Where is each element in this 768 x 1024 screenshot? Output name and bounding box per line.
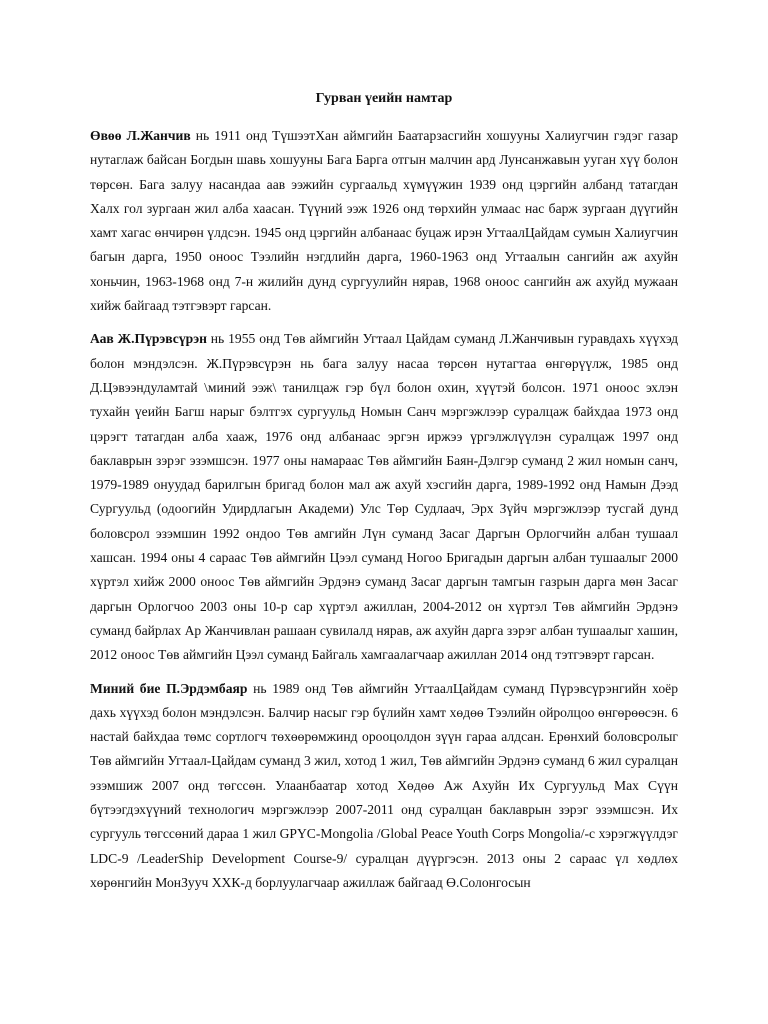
paragraph-lead-father: Аав Ж.Пүрэвсүрэн bbox=[90, 331, 207, 347]
paragraph-grandfather bbox=[90, 124, 678, 318]
paragraph-body-father: нь 1955 онд Төв аймгийн Угтаал Цайдам суманд Л.Жанчивын гуравдахь хүүхэд болон мэндэлсэн. Ж.Пүрэвсүрэн нь бага залуу насаа төрсөн нутагтаа өнгөрүүлж, 1985 онд Д.Цэвээндуламтай \миний ээж\ танилцаж гэр бүл болон охин, хүүтэй болсон. 1971 оноос эхлэн тухайн үеийн Багш нарыг бэлтгэх сургуульд Номын Санч мэргэжлээр суралцаж байхдаа 1973 онд цэрэгт татагдан алба хааж, 1976 онд албанаас эргэн иржээ үргэлжлүүлэн суралцаж 1997 онд баклаврын зэрэг эзэмшсэн. 1977 оны намараас Төв аймгийн Баян-Дэлгэр суманд 2 жил номын санч, 1979-1989 онуудад барилгын бригад болон мал аж ахуй хэсгийн дарга, 1989-1992 онд Намын Дээд Сургуульд (одоогийн Удирдлагын Академи) Улс Төр Судлаач, Эрх Зүйч мэргэжлээр тусгай дунд боловсрол эзэмшин 1992 ондоо Төв амгийн Лүн суманд Засаг Даргын Орлогчийн албан тушаал хашсан. 1994 оны 4 сараас Төв аймгийн Цээл суманд Ногоо Бригадын даргын албан тушаалыг 2000 хүртэл хийж 2000 оноос Төв аймгийн Эрдэнэ суманд Засаг даргын тамгын газрын дарга мөн Засаг даргын Орлогчоо 2003 оны 10-р сар хүртэл ажиллан, 2004-2012 он хүртэл Төв аймгийн Эрдэнэ суманд байрлах Ар Жанчивлан рашаан сувилалд нярав, аж ахуйн дарга зэрэг албан тушаалыг хашин, 2012 оноос Төв аймгийн Цээл суманд Байгаль хамгаалагчаар ажиллан 2014 онд тэтгэвэрт гарсан. bbox=[90, 331, 678, 663]
document-page bbox=[90, 90, 678, 1024]
paragraph-lead-self: Миний бие П.Эрдэмбаяр bbox=[90, 680, 248, 696]
paragraph-self bbox=[90, 677, 678, 896]
paragraph-body-grandfather: нь 1911 онд ТүшээтХан аймгийн Баатарзасгийн хошууны Халиугчин гэдэг газар нутаглаж байсан Богдын шавь хошууны Бага Барга отгын малчин ард Лунсанжавын ууган хүү болон төрсөн. Бага залуу насандаа аав ээжийн сургаальд хүмүүжин 1939 онд цэргийн албанд татагдан Халх гол зургаан жил алба хаасан. Түүний ээж 1926 онд төрхийн улмаас нас барж зургаан дүүгийн хамт хагас өнчирөн үлдсэн. 1945 онд цэргийн албанаас буцаж ирэн УгтаалЦайдам сумын Халиугчин багын дарга, 1950 оноос Тээлийн нэгдлийн дарга, 1960-1963 онд Угтаалын сангийн аж ахуйн хоньчин, 1963-1968 онд 7-н жилийн дунд сургуулийн нярав, 1968 оноос сангийн аж ахуйд мужаан хийж байгаад тэтгэвэрт гарсан. bbox=[90, 128, 678, 314]
paragraph-body-self: нь 1989 онд Төв аймгийн УгтаалЦайдам суманд Пүрэвсүрэнгийн хоёр дахь хүүхэд болон мэндэлсэн. Балчир насыг гэр бүлийн хамт хөдөө Тээлийн ойролцоо өнгөрөөсэн. 6 настай байхдаа төмс сортлогч төхөөрөмжинд орооцолдон зүүн гараа алдсан. Ерөнхий боловсролыг Төв аймгийн Угтаал-Цайдам суманд 3 жил, хотод 1 жил, Төв аймгийн Эрдэнэ суманд 6 жил суралцан эзэмшиж 2007 онд төгссөн. Улаанбаатар хотод Хөдөө Аж Ахуйн Их Сургуульд Мах Сүүн бүтээгдэхүүний технологич мэргэжлээр 2007-2011 онд суралцан баклаврын зэрэг эзэмшсэн. Их сургууль төгссөний дараа 1 жил GPYC-Mongolia /Global Peace Youth Corps Mongolia/-с хэрэгжүүлдэг LDC-9 /LeaderShip Development Course-9/ суралцан дүүргэсэн. 2013 оны 2 сараас үл хөдлөх хөрөнгийн МонЗууч ХХК-д борлуулагчаар ажиллаж байгаад Ө.Солонгосын bbox=[90, 680, 678, 890]
paragraph-father bbox=[90, 327, 678, 667]
document-title: Гурван үеийн намтар bbox=[315, 91, 453, 106]
paragraph-lead-grandfather: Өвөө Л.Жанчив bbox=[90, 128, 191, 143]
